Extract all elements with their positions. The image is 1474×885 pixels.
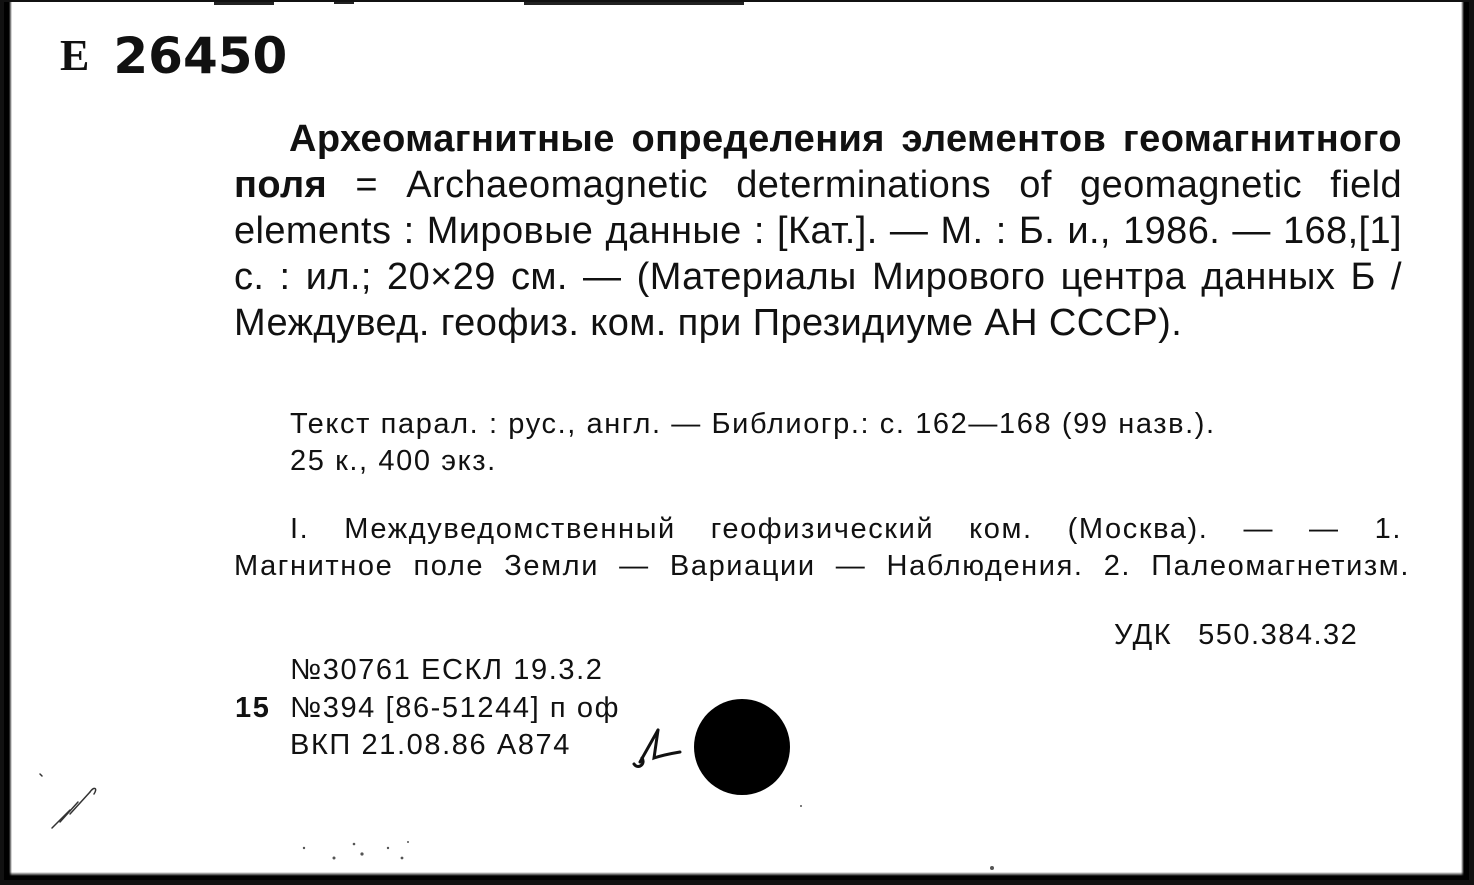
- index-terms-line-2: Магнитное поле Земли — Вариации — Наблюдения. 2. Палеомагнетизм.: [234, 550, 1410, 582]
- catalog-number: [60, 27, 288, 85]
- scan-edge-bottom: [4, 872, 1474, 880]
- catalog-number-digits: 26450: [113, 27, 288, 85]
- title-russian: Археомагнитные определения элементов геомагнитного поля: [234, 118, 1402, 206]
- index-terms-line-1: I. Междуведомственный геофизический ком. (Москва). — — 1.: [290, 513, 1402, 545]
- price-copies-note: 25 к., 400 экз.: [290, 445, 497, 477]
- entry-description: = Archaeomagnetic determinations of geomagnetic field elements : Мировые данные : [Кат.]. — М. : Б. и., 1986. — 168,[1] с. : ил.; 20×29 см. — (Материалы Мирового центра данных Б / Междувед. геофиз. ком. при Президиуме АН СССР).: [234, 164, 1402, 344]
- udc-classification: [1114, 619, 1358, 652]
- registration-line-3: ВКП 21.08.86 А874: [290, 729, 572, 761]
- registration-line-2: №394 [86-51244] п оф: [290, 692, 621, 724]
- main-bibliographic-entry: [234, 116, 1402, 346]
- language-bibliography-note: Текст парал. : рус., англ. — Библиогр.: с. 162—168 (99 назв.).: [290, 408, 1216, 440]
- catalog-number-letter: Е: [60, 31, 92, 80]
- handwritten-initials-mark: [628, 718, 692, 772]
- scan-edge-right: [1461, 2, 1469, 885]
- registration-line-1: №30761 ЕСКЛ 19.3.2: [290, 654, 604, 686]
- udc-label: УДК: [1114, 619, 1173, 651]
- scan-edge-left: [4, 2, 12, 885]
- udc-value: 550.384.32: [1198, 619, 1359, 651]
- registration-prefix: 15: [235, 692, 271, 724]
- punch-hole: [694, 699, 790, 795]
